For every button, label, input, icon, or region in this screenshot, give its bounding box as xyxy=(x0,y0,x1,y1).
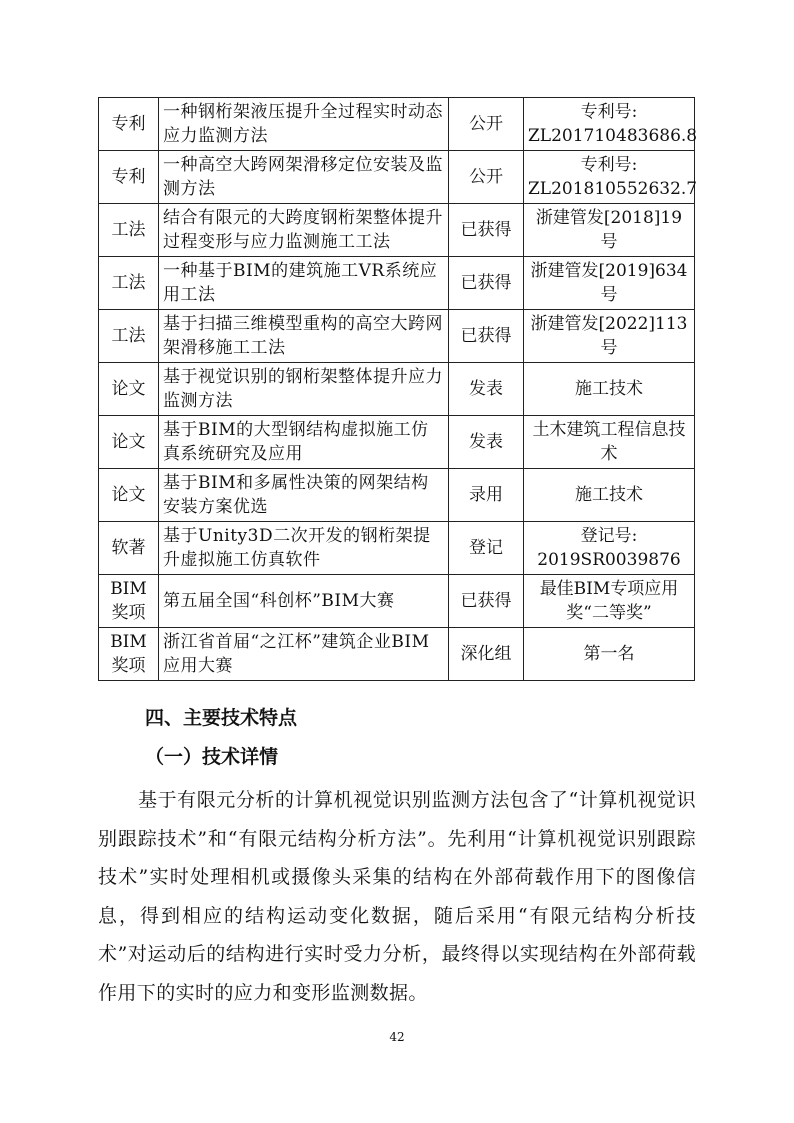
body-paragraph: 基于有限元分析的计算机视觉识别监测方法包含了“计算机视觉识别跟踪技术”和“有限元结构分析方法”。先利用“计算机视觉识别跟踪技术”实时处理相机或摄像头采集的结构在外部荷载作用下的图像信息，得到相应的结构运动变化数据，随后采用“有限元结构分析技术”对运动后的结构进行实时受力分析，最终得以实现结构在外部荷载作用下的实时的应力和变形监测数据。 xyxy=(98,789,696,1004)
row-type-cell: 工法 xyxy=(99,204,159,257)
row-type-cell: 专利 xyxy=(99,98,159,151)
row-status-cell: 录用 xyxy=(449,469,524,522)
table-row xyxy=(99,363,695,416)
row-status-cell: 发表 xyxy=(449,363,524,416)
row-status-cell: 已获得 xyxy=(449,204,524,257)
row-detail-cell: 土木建筑工程信息技术 xyxy=(524,416,695,469)
row-type-cell: 工法 xyxy=(99,310,159,363)
row-type-cell: 工法 xyxy=(99,257,159,310)
row-status-cell: 已获得 xyxy=(449,310,524,363)
row-name-cell: 结合有限元的大跨度钢桁架整体提升过程变形与应力监测施工工法 xyxy=(159,204,449,257)
results-table xyxy=(98,97,698,681)
row-detail-cell: 专利号: ZL201810552632.7 xyxy=(524,151,695,204)
table-row xyxy=(99,151,695,204)
row-name-cell: 基于扫描三维模型重构的高空大跨网架滑移施工工法 xyxy=(159,310,449,363)
row-name-cell: 一种基于BIM的建筑施工VR系统应用工法 xyxy=(159,257,449,310)
row-detail-cell: 浙建管发[2022]113号 xyxy=(524,310,695,363)
row-detail-cell: 施工技术 xyxy=(524,363,695,416)
row-detail-cell: 施工技术 xyxy=(524,469,695,522)
row-type-cell: 论文 xyxy=(99,363,159,416)
row-type-cell: 论文 xyxy=(99,416,159,469)
row-status-cell: 发表 xyxy=(449,416,524,469)
row-status-cell: 深化组 xyxy=(449,628,524,681)
row-detail-cell: 专利号: ZL201710483686.8 xyxy=(524,98,695,151)
table-row xyxy=(99,416,695,469)
row-type-cell: 专利 xyxy=(99,151,159,204)
row-name-cell: 基于BIM的大型钢结构虚拟施工仿真系统研究及应用 xyxy=(159,416,449,469)
row-detail-cell: 浙建管发[2018]19号 xyxy=(524,204,695,257)
row-status-cell: 公开 xyxy=(449,98,524,151)
row-name-cell: 第五届全国“科创杯”BIM大赛 xyxy=(159,575,449,628)
row-status-cell: 登记 xyxy=(449,522,524,575)
table-row xyxy=(99,204,695,257)
table-row xyxy=(99,98,695,151)
section-heading: 四、主要技术特点 xyxy=(145,707,298,729)
subsection-heading: （一）技术详情 xyxy=(145,746,279,768)
table-row xyxy=(99,469,695,522)
row-name-cell: 基于BIM和多属性决策的网架结构安装方案优选 xyxy=(159,469,449,522)
row-detail-cell: 第一名 xyxy=(524,628,695,681)
row-detail-cell: 浙建管发[2019]634号 xyxy=(524,257,695,310)
page-number: 42 xyxy=(389,1030,405,1044)
table-row xyxy=(99,522,695,575)
row-type-cell: 软著 xyxy=(99,522,159,575)
row-type-cell: 论文 xyxy=(99,469,159,522)
row-name-cell: 基于视觉识别的钢桁架整体提升应力监测方法 xyxy=(159,363,449,416)
row-name-cell: 基于Unity3D二次开发的钢桁架提升虚拟施工仿真软件 xyxy=(159,522,449,575)
row-status-cell: 已获得 xyxy=(449,575,524,628)
row-name-cell: 一种钢桁架液压提升全过程实时动态应力监测方法 xyxy=(159,98,449,151)
row-type-cell: BIM奖项 xyxy=(99,575,159,628)
table-row xyxy=(99,575,695,628)
table-row xyxy=(99,628,695,681)
row-type-cell: BIM奖项 xyxy=(99,628,159,681)
table-row xyxy=(99,257,695,310)
row-name-cell: 一种高空大跨网架滑移定位安装及监测方法 xyxy=(159,151,449,204)
row-name-cell: 浙江省首届“之江杯”建筑企业BIM应用大赛 xyxy=(159,628,449,681)
row-detail-cell: 登记号: 2019SR0039876 xyxy=(524,522,695,575)
table-row xyxy=(99,310,695,363)
row-status-cell: 公开 xyxy=(449,151,524,204)
row-status-cell: 已获得 xyxy=(449,257,524,310)
row-detail-cell: 最佳BIM专项应用奖“二等奖” xyxy=(524,575,695,628)
